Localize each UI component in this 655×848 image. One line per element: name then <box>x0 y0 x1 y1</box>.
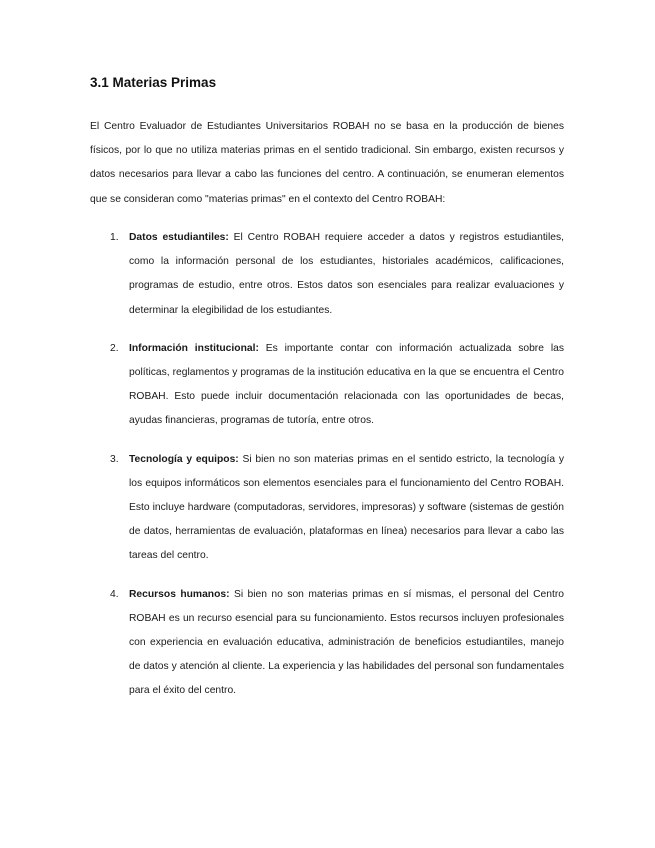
list-item-number: 1. <box>110 232 119 243</box>
list-item-text: El Centro ROBAH requiere acceder a datos y registros estudiantiles, como la información personal de los estudiantes, historiales académicos, calificaciones, programas de estudio, entre otros. Estos datos son esenciales para realizar evaluaciones y determinar la elegibilidad de los estudiantes. <box>129 232 564 316</box>
section-heading: 3.1 Materias Primas <box>90 75 217 90</box>
list-item-text: Si bien no son materias primas en sí mismas, el personal del Centro ROBAH es un recurso esencial para su funcionamiento. Estos recursos incluyen profesionales con experiencia en evaluación educativa, administración de beneficios estudiantiles, manejo de datos y atención al cliente. La experiencia y las habilidades del personal son fundamentales para el éxito del centro. <box>129 588 564 697</box>
list-item-term: Datos estudiantiles: <box>129 232 229 243</box>
list-item-datos-estudiantiles <box>90 226 564 323</box>
list-item-informacion-institucional <box>90 337 564 434</box>
intro-paragraph: El Centro Evaluador de Estudiantes Universitarios ROBAH no se basa en la producción de bienes físicos, por lo que no utiliza materias primas en el sentido tradicional. Sin embargo, existen recursos y datos necesarios para llevar a cabo las funciones del centro. A continuación, se enumeran elementos que se consideran como "materias primas" en el contexto del Centro ROBAH: <box>90 121 564 205</box>
list-item-term: Tecnología y equipos: <box>129 453 239 465</box>
list-item-tecnologia-equipos <box>90 448 564 569</box>
list-item-term: Recursos humanos: <box>129 588 230 600</box>
list-item-text: Si bien no son materias primas en el sentido estricto, la tecnología y los equipos informáticos son elementos esenciales para el funcionamiento del Centro ROBAH. Esto incluye hardware (computadoras, servidores, impresoras) y software (sistemas de gestión de datos, herramientas de evaluación, plataformas en línea) necesarios para llevar a cabo las tareas del centro. <box>129 453 565 562</box>
list-item-text: Es importante contar con información actualizada sobre las políticas, reglamentos y programas de la institución educativa en la que se encuentra el Centro ROBAH. Esto puede incluir documentación relacionada con las oportunidades de becas, ayudas financieras, programas de tutoría, entre otros. <box>129 342 564 427</box>
list-item-number: 3. <box>110 453 119 465</box>
list-item-number: 4. <box>110 588 119 600</box>
list-item-recursos-humanos <box>90 583 564 704</box>
raw-materials-list <box>90 226 564 718</box>
list-item-term: Información institucional: <box>129 342 259 354</box>
list-item-number: 2. <box>110 342 119 354</box>
